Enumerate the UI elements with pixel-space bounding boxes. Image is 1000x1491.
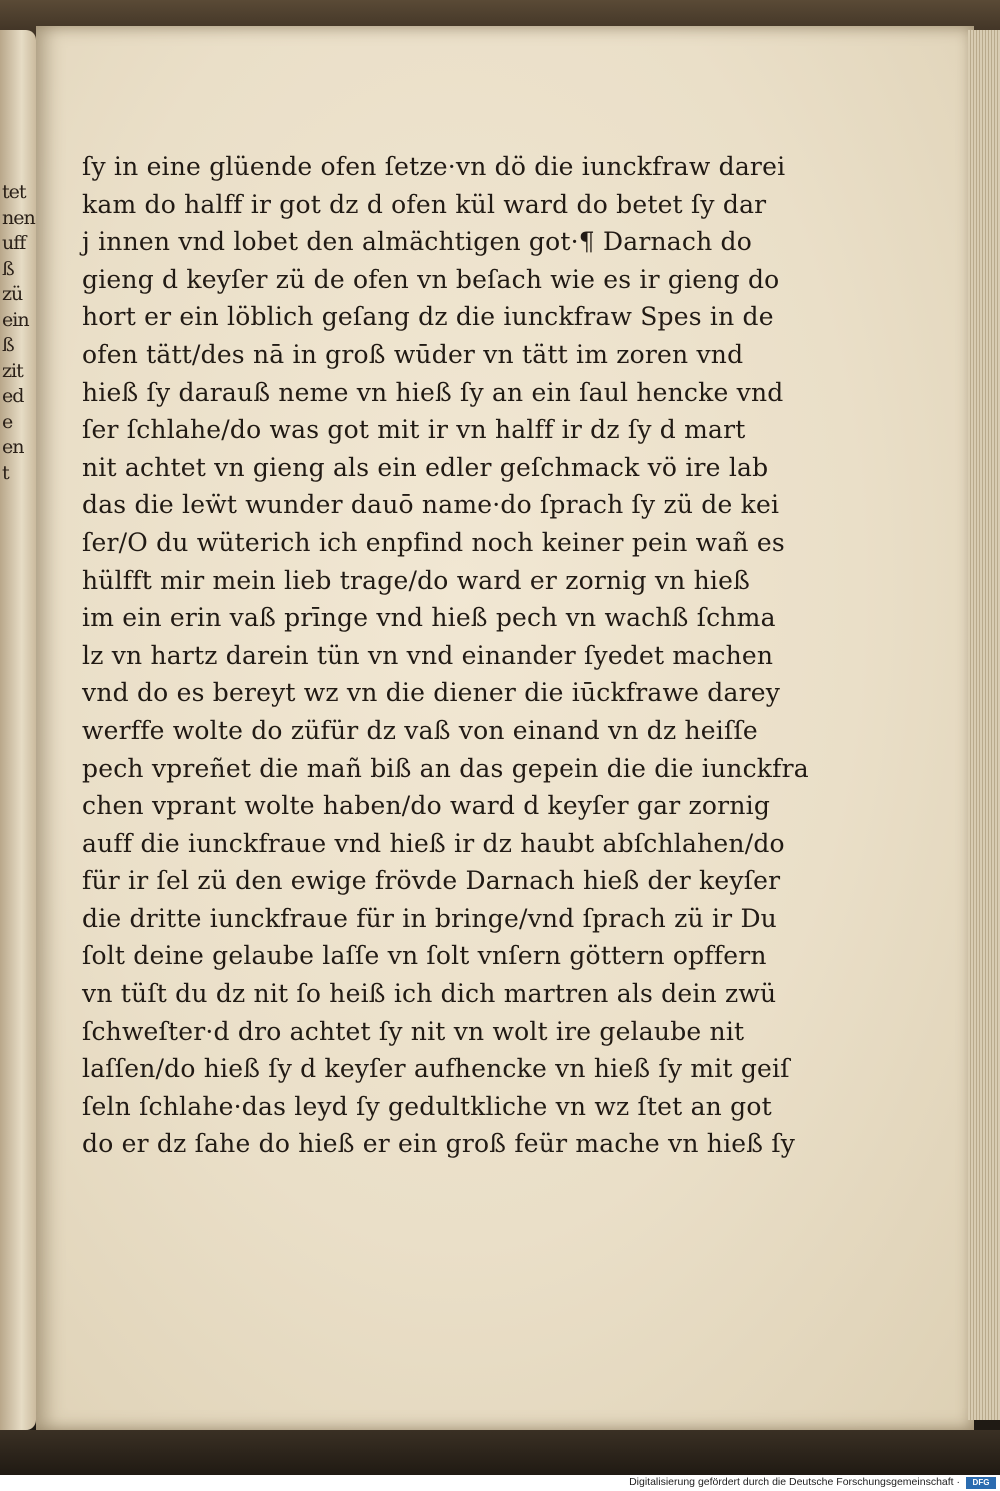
text-line: chen vprant wolte haben/do ward d keyſer gar zornig — [82, 791, 771, 821]
text-line: werffe wolte do züfür dz vaß von einand vn dz heiſſe — [82, 715, 758, 745]
page-stack-edge — [968, 30, 1000, 1420]
left-page-text-fragments — [2, 180, 36, 486]
left-fragment: ß — [2, 334, 14, 356]
text-line: do er dz ſahe do hieß er ein groß feür mache vn hieß ſy — [82, 1129, 796, 1159]
text-line: nit achtet vn gieng als ein edler geſchmack vö ire lab — [82, 452, 769, 482]
text-line: ſeln ſchlahe·das leyd ſy gedultkliche vn wz ſtet an got — [82, 1091, 772, 1121]
text-line: ſolt deine gelaube laſſe vn ſolt vnſern göttern opffern — [82, 941, 767, 971]
text-line: im ein erin vaß prīnge vnd hieß pech vn wachß ſchma — [82, 603, 776, 633]
left-fragment: ß — [2, 257, 14, 280]
left-fragment: zü — [2, 283, 23, 305]
left-fragment: nen — [2, 206, 35, 229]
text-line: j innen vnd lobet den almächtigen got·¶ Darnach do — [82, 227, 753, 257]
text-line: ſer ſchlahe/do was got mit ir vn halff ir dz ſy d mart — [82, 415, 746, 445]
left-fragment: en — [2, 436, 24, 458]
text-line: ofen tätt/des nā in groß wūder vn tätt im zoren vnd — [82, 339, 744, 369]
text-line: die dritte iunckfraue für in bringe/vnd ſprach zü ir Du — [82, 903, 777, 933]
funding-credit: Digitalisierung gefördert durch die Deutsche Forschungsgemeinschaft · — [629, 1476, 960, 1488]
text-line: ſchweſter·d dro achtet ſy nit vn wolt ire gelaube nit — [82, 1016, 745, 1046]
text-line: hort er ein löblich geſang dz die iunckfraw Spes in de — [82, 302, 774, 332]
text-line: für ir ſel zü den ewige frövde Darnach hieß der keyſer — [82, 866, 781, 896]
text-line: ſy in eine glüende ofen ſetze·vn dö die iunckfraw darei — [82, 152, 786, 181]
left-fragment: ein — [2, 308, 29, 331]
text-line: vn tüſt du dz nit ſo heiß ich dich martren als dein zwü — [82, 979, 777, 1009]
left-fragment: ed — [2, 385, 24, 407]
text-line: laſſen/do hieß ſy d keyſer aufhencke vn hieß ſy mit geiſ — [82, 1054, 790, 1084]
left-page-edge — [0, 30, 36, 1430]
text-line: pech vpreñet die mañ biß an das gepein die die iunckfra — [82, 753, 809, 783]
text-line: das die leẅt wunder dauō name·do ſprach ſy zü de kei — [82, 490, 780, 520]
text-line: ſer/O du wüterich ich enpfind noch keiner pein wañ es — [82, 527, 785, 557]
text-line: auff die iunckfraue vnd hieß ir dz haubt abſchlahen/do — [82, 828, 785, 858]
left-fragment: e — [2, 410, 13, 433]
dfg-logo: DFG — [966, 1477, 996, 1489]
text-line: kam do halff ir got dz d ofen kül ward do betet ſy dar — [82, 189, 767, 219]
text-line: hieß ſy darauß neme vn hieß ſy an ein ſaul hencke vnd — [82, 377, 784, 407]
footer-bar — [0, 1475, 1000, 1491]
page-text-block — [82, 148, 809, 1163]
text-line: hülfft mir mein lieb trage/do ward er zornig vn hieß — [82, 565, 750, 595]
text-line: gieng d keyſer zü de ofen vn beſach wie es ir gieng do — [82, 264, 780, 294]
text-line: lz vn hartz darein tün vn vnd einander ſyedet machen — [82, 640, 774, 670]
book-bottom-edge — [0, 1430, 1000, 1475]
text-line: vnd do es bereyt wz vn die diener die iūckfrawe darey — [82, 678, 781, 708]
left-fragment: zit — [2, 359, 23, 382]
left-fragment: tet — [2, 181, 26, 203]
left-fragment: t — [2, 461, 9, 484]
left-fragment: uff — [2, 232, 26, 254]
